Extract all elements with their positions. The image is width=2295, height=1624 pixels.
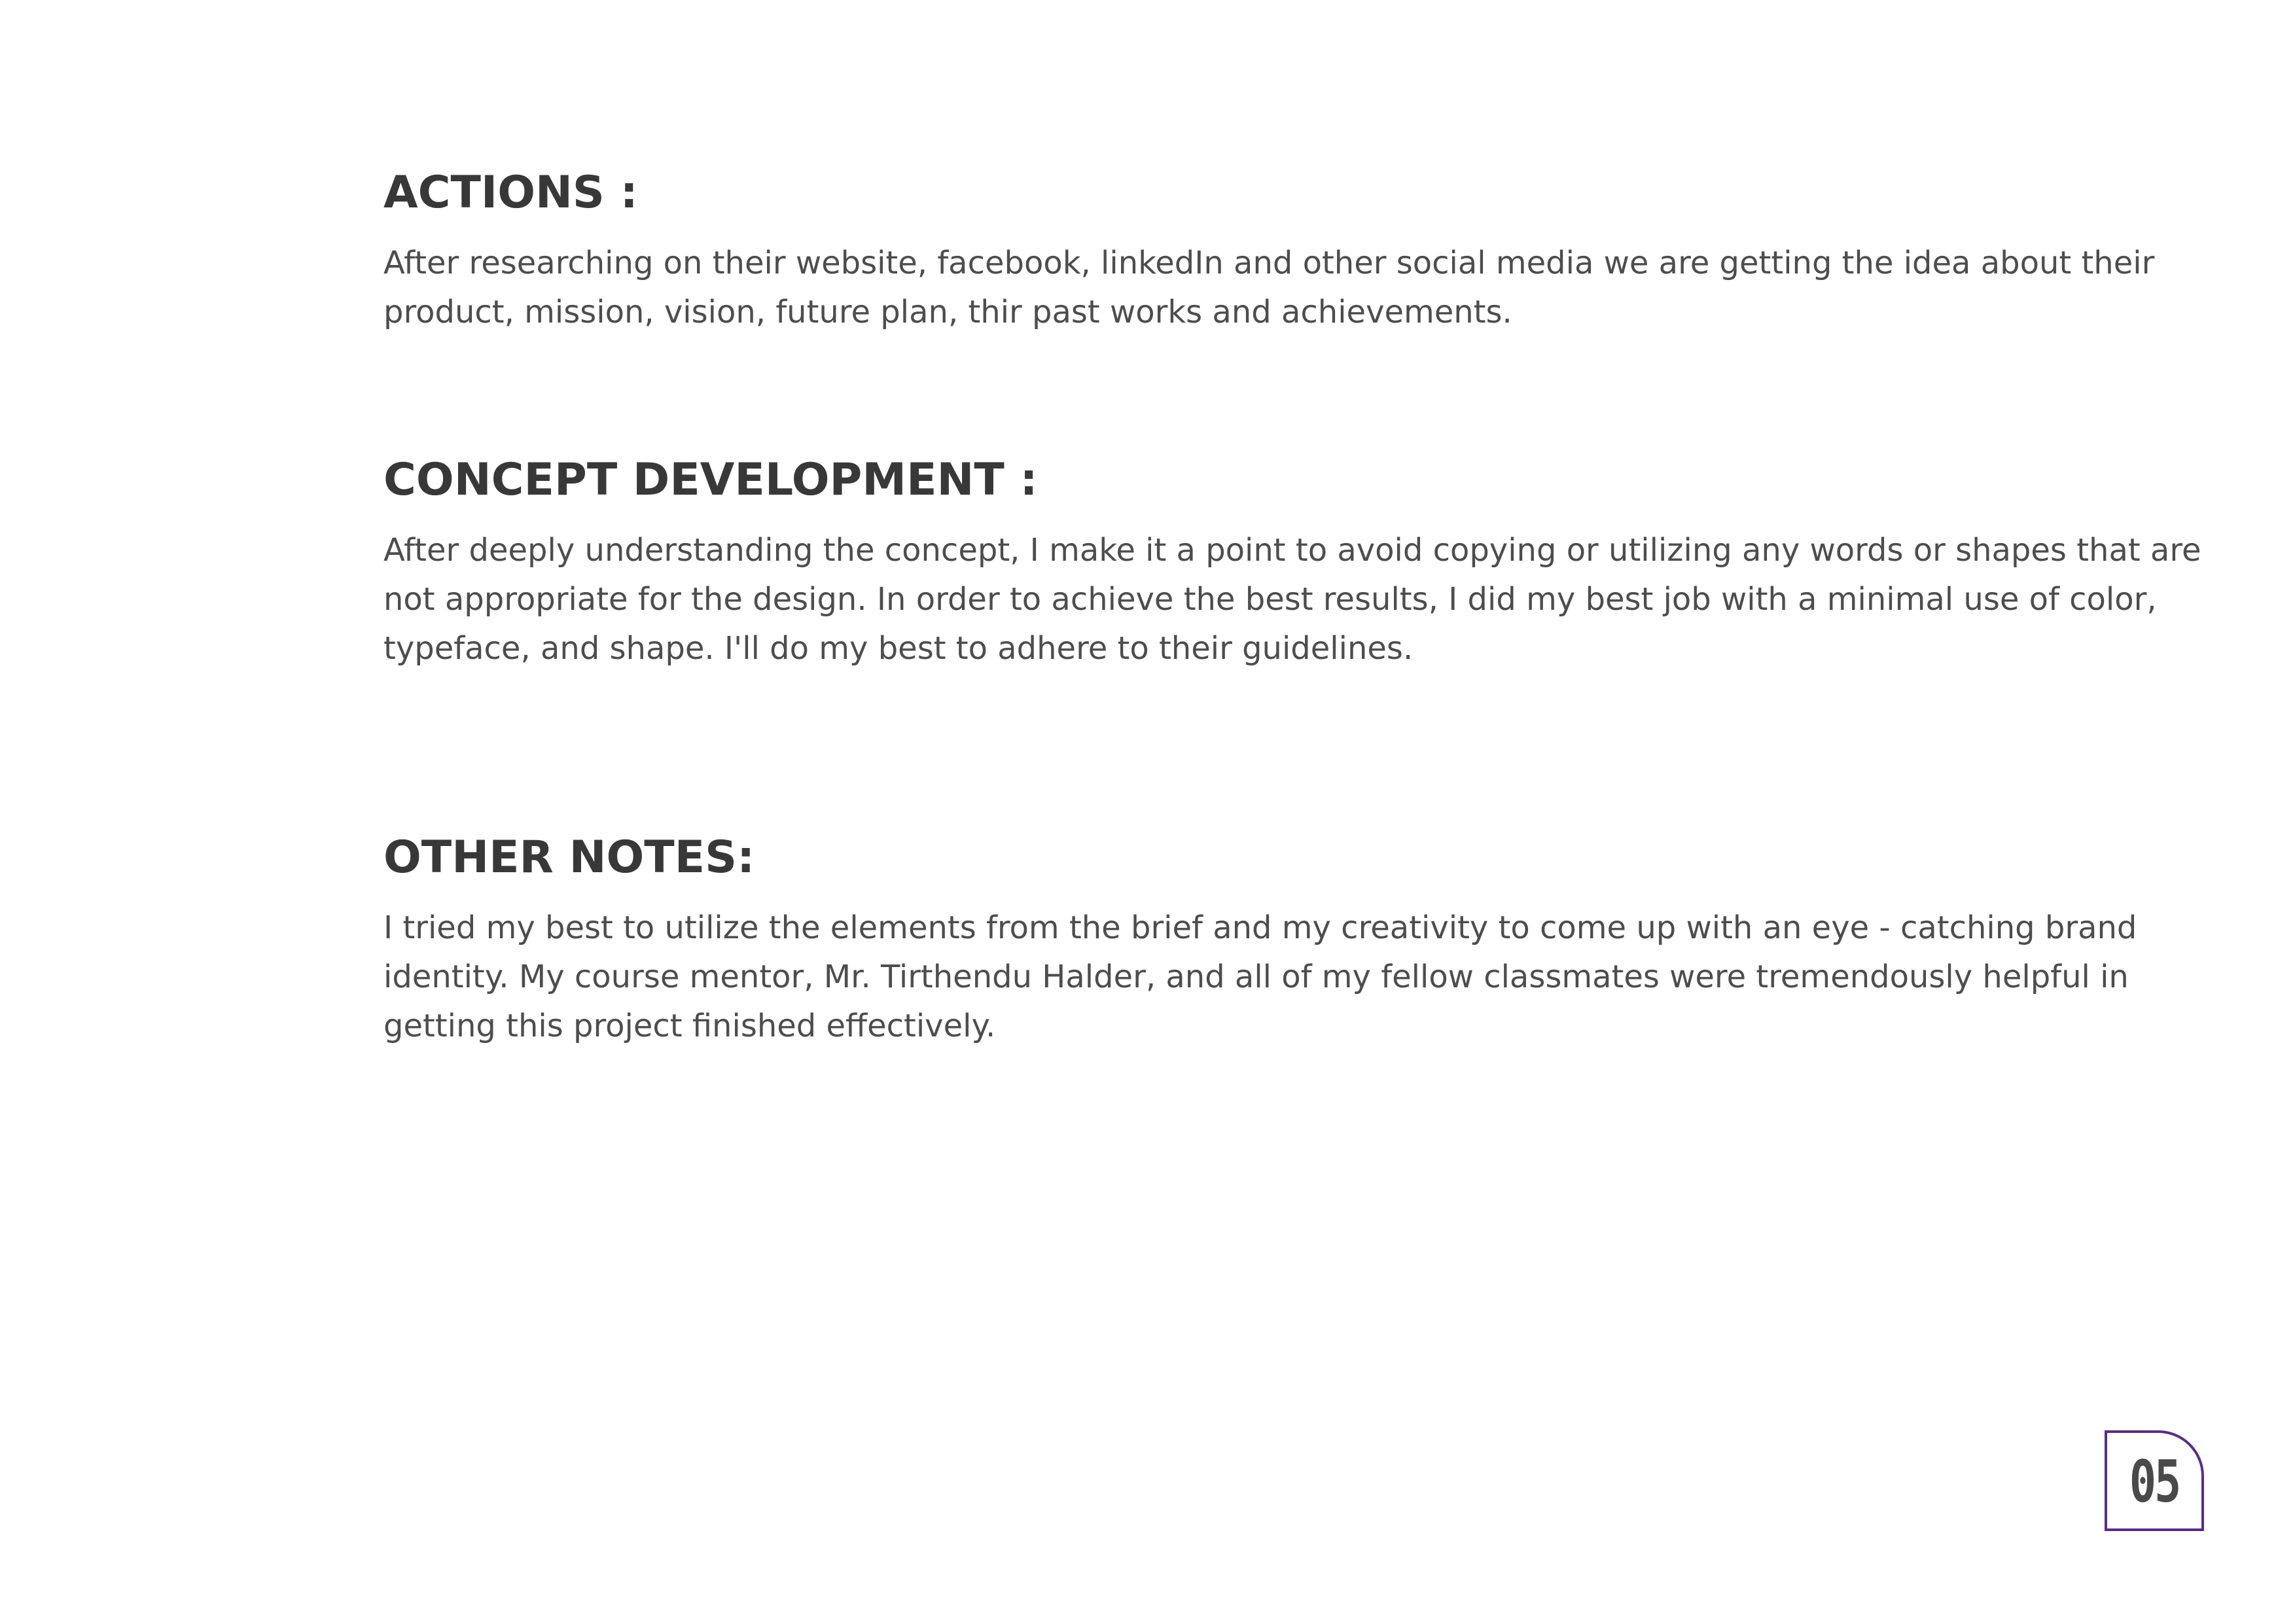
other-notes-heading: OTHER NOTES: [383,832,755,883]
section-concept-development [383,456,2216,673]
page-number: 05 [2129,1448,2180,1515]
concept-development-heading: CONCEPT DEVELOPMENT : [383,454,1038,506]
concept-development-body: After deeply understanding the concept, I make it a point to avoid copying or utilizing any words or shapes that are not appropriate for the design. In order to achieve the best results, I did my best job with a minimal use of color, typeface, and shape. I'll do my best to adhere to their guidelines. [383,531,2201,667]
section-actions [383,169,2216,337]
other-notes-body: I tried my best to utilize the elements from the brief and my creativity to come up with an eye - catching brand identity. My course mentor, Mr. Tirthendu Halder, and all of my fellow classmates were tremendously helpful in getting this project finished effectively. [383,909,2137,1044]
actions-body: After researching on their website, facebook, linkedIn and other social media we are getting the idea about their product, mission, vision, future plan, thir past works and achievements. [383,244,2155,330]
section-other-notes [383,834,2216,1051]
page-number-badge [2105,1430,2204,1531]
actions-heading: ACTIONS : [383,167,638,219]
